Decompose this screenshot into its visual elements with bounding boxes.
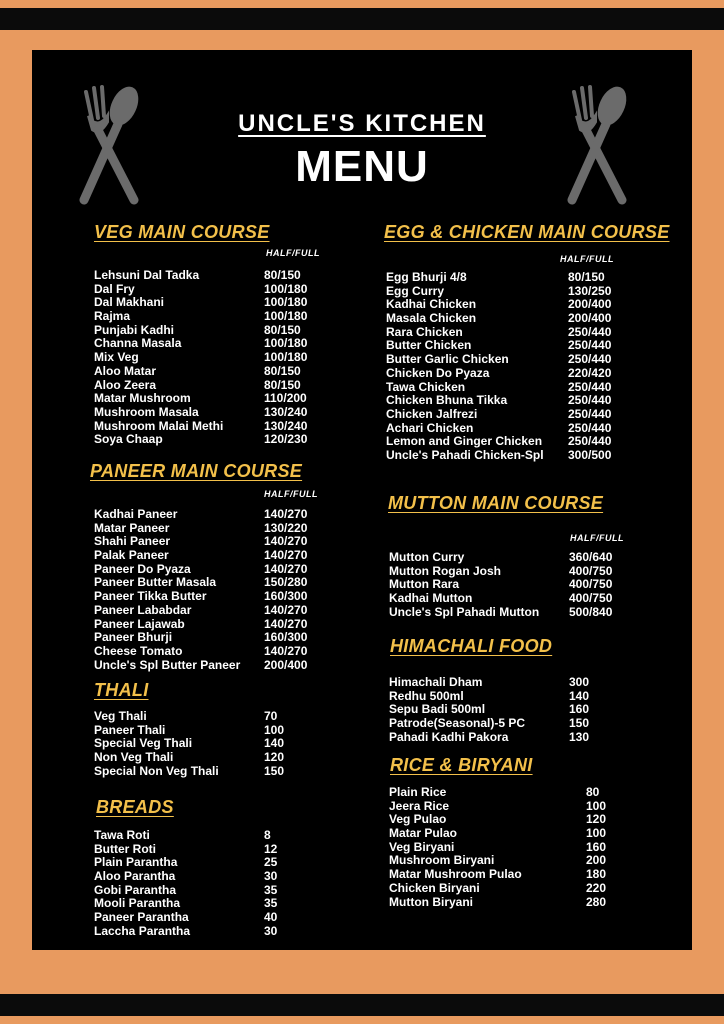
menu-item-price: 30 [264,869,278,884]
menu-item-name: Paneer Lababdar [94,602,192,617]
menu-item-name: Mix Veg [94,350,139,365]
menu-item-price: 500/840 [569,604,613,619]
section-paneer-main-course [90,461,318,672]
menu-item-price: 250/440 [568,379,612,394]
menu-item-name: Achari Chicken [386,420,474,435]
menu-item-name: Paneer Lajawab [94,616,185,631]
menu-item-price: 250/440 [568,434,612,449]
menu-item-name: Cheese Tomato [94,643,183,658]
menu-item-price: 12 [264,841,278,856]
menu-item-name: Matar Paneer [94,520,170,535]
menu-item-price: 140/270 [264,548,308,563]
menu-item-name: Mushroom Biryani [389,853,495,868]
menu-item-name: Sepu Badi 500ml [389,702,486,717]
section-veg-main-course [94,222,320,447]
menu-item-price: 100/180 [264,350,308,365]
menu-item-name: Paneer Thali [94,722,166,737]
menu-item-price: 200/400 [264,657,308,672]
menu-item-price: 100/180 [264,309,308,324]
menu-item-name: Mushroom Malai Methi [94,418,224,433]
menu-item-name: Plain Parantha [94,855,178,870]
menu-item-name: Jeera Rice [389,798,450,813]
menu-item-price: 80/150 [264,363,301,378]
menu-item-name: Mutton Rara [389,577,459,592]
menu-item-name: Palak Paneer [94,548,169,563]
menu-item-price: 140/270 [264,616,308,631]
menu-item-name: Veg Thali [94,709,147,723]
menu-item-name: Special Non Veg Thali [94,763,219,778]
menu-item-price: 160 [586,839,607,854]
section-egg-chicken-main-course [384,222,670,462]
menu-item-price: 400/750 [569,563,613,578]
menu-item-price: 130 [569,729,590,744]
half-full-label: HALF/FULL [570,533,624,543]
menu-item-name: Matar Mushroom [94,391,191,406]
menu-item-price: 110/200 [264,391,307,406]
restaurant-name: UNCLE'S KITCHEN [238,110,486,137]
menu-item-price: 130/240 [264,418,308,433]
menu-item-price: 100/180 [264,295,308,310]
menu-item-name: Dal Makhani [94,295,165,310]
menu-item-name: Rajma [94,309,131,324]
menu-item-name: Mutton Rogan Josh [389,563,501,578]
menu-item-name: Himachali Dham [389,675,483,689]
menu-item-name: Plain Rice [389,785,447,799]
menu-item-price: 220/420 [568,365,612,380]
menu-item-name: Lemon and Ginger Chicken [386,434,543,449]
menu-item-name: Special Veg Thali [94,736,193,751]
menu-item-price: 140 [569,688,590,703]
menu-item-name: Non Veg Thali [94,750,174,765]
menu-item-price: 80/150 [568,270,605,284]
menu-item-name: Soya Chaap [94,432,163,447]
section-title: VEG MAIN COURSE [94,222,270,242]
menu-item-name: Veg Pulao [389,812,447,827]
menu-item-price: 130/240 [264,404,308,419]
menu-item-name: Kadhai Mutton [389,591,473,606]
menu-item-price: 80/150 [264,322,301,337]
menu-item-price: 35 [264,896,278,911]
menu-item-price: 80/150 [264,377,301,392]
menu-item-price: 300 [569,675,590,689]
menu-item-name: Paneer Do Pyaza [94,561,191,576]
menu-item-name: Paneer Parantha [94,910,189,925]
menu-item-name: Pahadi Kadhi Pakora [389,729,509,744]
menu-item-price: 100 [586,826,607,841]
menu-item-price: 140 [264,736,285,751]
menu-item-price: 35 [264,882,278,897]
menu-item-name: Uncle's Spl Pahadi Mutton [389,604,540,619]
menu-item-price: 160 [569,702,590,717]
menu-sheet [32,50,692,950]
menu-item-price: 100 [264,722,285,737]
menu-item-price: 360/640 [569,550,613,564]
menu-item-name: Punjabi Kadhi [94,322,175,337]
half-full-label: HALF/FULL [560,254,614,264]
menu-item-price: 130/250 [568,283,612,298]
menu-item-name: Uncle's Spl Butter Paneer [94,657,241,672]
section-thali [94,680,285,778]
menu-item-price: 70 [264,709,278,723]
menu-item-name: Veg Biryani [389,839,455,854]
menu-item-price: 220 [586,880,607,895]
menu-item-price: 200/400 [568,311,612,326]
menu-item-price: 130/220 [264,520,308,535]
menu-item-name: Chicken Biryani [389,880,480,895]
section-mutton-main-course [388,493,624,619]
menu-item-price: 200/400 [568,297,612,312]
menu-item-name: Lehsuni Dal Tadka [94,268,200,282]
section-title: BREADS [96,797,174,817]
menu-item-price: 250/440 [568,338,612,353]
menu-item-name: Gobi Parantha [94,882,177,897]
menu-item-name: Kadhai Chicken [386,297,477,312]
menu-item-name: Mooli Parantha [94,896,181,911]
section-title: THALI [94,680,149,700]
section-himachali-food [389,636,590,744]
menu-item-price: 250/440 [568,393,612,408]
menu-item-name: Butter Roti [94,841,156,856]
menu-item-price: 140/270 [264,602,308,617]
menu-item-name: Shahi Paneer [94,534,171,549]
menu-item-name: Aloo Parantha [94,869,176,884]
menu-item-name: Chicken Bhuna Tikka [386,393,508,408]
section-breads [94,797,278,938]
menu-item-price: 140/270 [264,561,308,576]
menu-item-price: 80/150 [264,268,301,282]
menu-item-name: Tawa Chicken [386,379,466,394]
half-full-label: HALF/FULL [266,248,320,258]
menu-item-name: Masala Chicken [386,311,477,326]
menu-item-price: 80 [586,785,600,799]
menu-item-price: 25 [264,855,278,870]
menu-item-name: Dal Fry [94,281,135,296]
menu-item-name: Laccha Parantha [94,923,191,938]
menu-item-price: 40 [264,910,278,925]
section-title: RICE & BIRYANI [390,755,533,775]
menu-item-name: Mutton Biryani [389,894,473,909]
menu-item-name: Redhu 500ml [389,688,464,703]
menu-item-price: 100/180 [264,336,308,351]
menu-item-price: 250/440 [568,324,612,339]
menu-item-name: Uncle's Pahadi Chicken-Spl [386,447,544,462]
menu-title: MENU [295,142,429,191]
menu-item-price: 140/270 [264,507,308,521]
menu-item-price: 160/300 [264,630,308,645]
menu-item-price: 100 [586,798,607,813]
menu-item-name: Paneer Bhurji [94,630,173,645]
menu-item-name: Butter Garlic Chicken [386,352,509,367]
menu-item-name: Aloo Zeera [94,377,157,392]
menu-item-price: 400/750 [569,577,613,592]
menu-item-price: 280 [586,894,607,909]
menu-item-name: Tawa Roti [94,828,150,842]
menu-item-price: 140/270 [264,534,308,549]
menu-item-price: 120 [264,750,285,765]
menu-item-name: Mushroom Masala [94,404,199,419]
menu-item-name: Butter Chicken [386,338,472,353]
section-title: PANEER MAIN COURSE [90,461,303,481]
menu-item-price: 140/270 [264,643,308,658]
menu-item-price: 30 [264,923,278,938]
menu-item-name: Channa Masala [94,336,182,351]
menu-item-name: Chicken Jalfrezi [386,406,478,421]
menu-item-price: 400/750 [569,591,613,606]
menu-item-name: Aloo Matar [94,363,157,378]
half-full-label: HALF/FULL [264,489,318,499]
menu-item-price: 160/300 [264,589,308,604]
menu-item-name: Paneer Tikka Butter [94,589,207,604]
menu-item-name: Kadhai Paneer [94,507,178,521]
menu-item-name: Matar Pulao [389,826,458,841]
menu-item-price: 150/280 [264,575,308,590]
menu-item-name: Rara Chicken [386,324,463,339]
menu-item-price: 100/180 [264,281,308,296]
menu-item-price: 250/440 [568,406,612,421]
bottom-dark-band [0,994,724,1016]
menu-item-price: 250/440 [568,352,612,367]
top-dark-band [0,8,724,30]
section-rice-biryani [389,755,607,909]
menu-item-price: 180 [586,867,607,882]
menu-item-price: 150 [569,716,590,731]
section-title: EGG & CHICKEN MAIN COURSE [384,222,670,242]
menu-item-price: 120 [586,812,607,827]
menu-item-price: 250/440 [568,420,612,435]
menu-item-name: Chicken Do Pyaza [386,365,490,380]
menu-item-name: Patrode(Seasonal)-5 PC [389,716,526,731]
menu-item-name: Matar Mushroom Pulao [389,867,522,882]
menu-item-name: Mutton Curry [389,550,465,564]
menu-item-price: 8 [264,828,271,842]
menu-item-price: 300/500 [568,447,612,462]
menu-item-name: Egg Bhurji 4/8 [386,270,467,284]
menu-item-name: Paneer Butter Masala [94,575,217,590]
menu-item-price: 120/230 [264,432,308,447]
menu-item-price: 200 [586,853,607,868]
section-title: MUTTON MAIN COURSE [388,493,604,513]
menu-item-name: Egg Curry [386,283,445,298]
menu-item-price: 150 [264,763,285,778]
section-title: HIMACHALI FOOD [390,636,553,656]
